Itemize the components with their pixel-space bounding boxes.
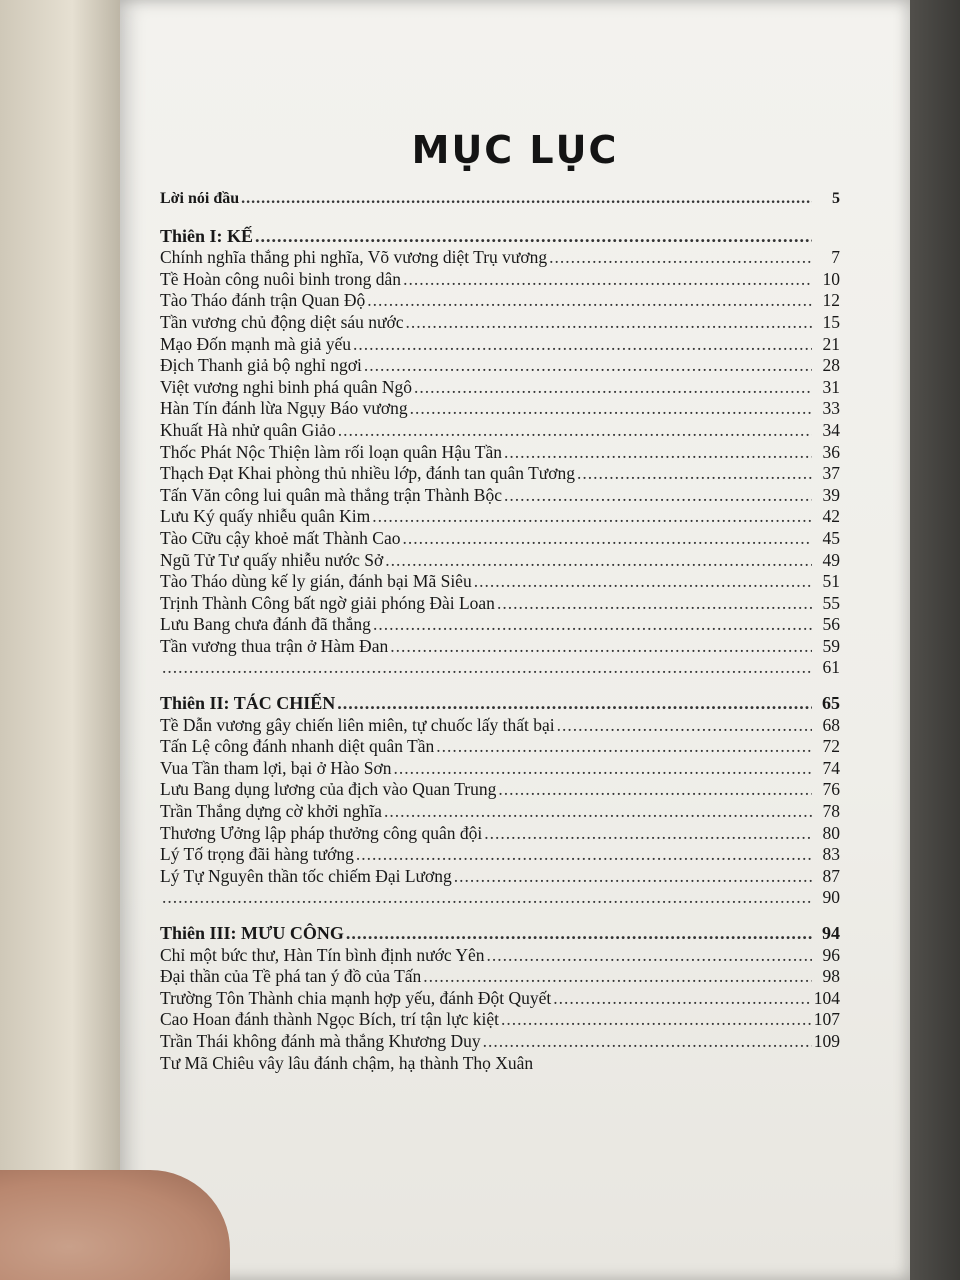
toc-entry-label: Tấn Văn công lui quân mà thắng trận Thành Bộc bbox=[160, 484, 502, 505]
toc-page-number: 21 bbox=[822, 333, 840, 354]
toc-page-number: 34 bbox=[822, 419, 840, 440]
toc-page-number: 10 bbox=[822, 268, 840, 289]
dot-leader bbox=[549, 247, 812, 268]
dot-leader bbox=[394, 758, 813, 779]
toc-page-number: 28 bbox=[822, 355, 840, 376]
dot-leader bbox=[353, 334, 812, 355]
toc-entry-label: Tào Cữu cậy khoẻ mất Thành Cao bbox=[160, 527, 401, 548]
dot-leader bbox=[403, 528, 813, 549]
toc-entry bbox=[160, 593, 840, 615]
toc-entry-label: Lưu Bang chưa đánh đã thắng bbox=[160, 614, 371, 635]
toc-page-number: 59 bbox=[822, 635, 840, 656]
dot-leader bbox=[557, 715, 812, 736]
table-of-contents bbox=[160, 190, 840, 1074]
toc-entry bbox=[160, 614, 840, 636]
toc-entry bbox=[160, 463, 840, 485]
toc-page-number: 80 bbox=[822, 822, 840, 843]
dot-leader bbox=[403, 269, 812, 290]
toc-entry-label: Lưu Ký quấy nhiễu quân Kim bbox=[160, 506, 371, 527]
toc-entry bbox=[160, 866, 840, 888]
toc-entry bbox=[160, 1009, 840, 1031]
page-title: MỤC LỤC bbox=[411, 128, 619, 172]
toc-page-number: 83 bbox=[822, 844, 840, 865]
dot-leader bbox=[436, 736, 812, 757]
toc-entry bbox=[160, 506, 840, 528]
toc-entry-label: Thạch Đạt Khai phòng thủ nhiều lớp, đánh tan quân Tương bbox=[160, 463, 576, 484]
toc-page-number: 37 bbox=[822, 463, 840, 484]
toc-entry bbox=[160, 657, 840, 679]
toc-page-number: 78 bbox=[822, 801, 840, 822]
dot-leader bbox=[390, 636, 812, 657]
toc-entry-label: Lời nói đầu bbox=[160, 190, 240, 207]
toc-entry bbox=[160, 269, 840, 291]
toc-entry-label: Khuất Hà nhử quân Giảo bbox=[160, 419, 336, 440]
toc-entry bbox=[160, 887, 840, 909]
toc-page-number: 7 bbox=[831, 247, 840, 268]
dot-leader bbox=[423, 966, 812, 987]
toc-page-number: 90 bbox=[822, 887, 840, 908]
toc-entry bbox=[160, 1053, 840, 1075]
toc-page-number: 45 bbox=[822, 527, 840, 548]
dot-leader bbox=[337, 693, 812, 714]
dot-leader bbox=[577, 463, 812, 484]
toc-entry-label: Ngũ Tử Tư quấy nhiễu nước Sở bbox=[160, 549, 384, 570]
toc-entry-label: Lý Tự Nguyên thần tốc chiếm Đại Lương bbox=[160, 865, 452, 886]
dot-leader bbox=[162, 887, 812, 908]
dot-leader bbox=[384, 801, 812, 822]
toc-entry bbox=[160, 844, 840, 866]
toc-section-heading bbox=[160, 226, 840, 248]
dot-leader bbox=[338, 420, 812, 441]
toc-entry-label: Tấn Lệ công đánh nhanh diệt quân Tần bbox=[160, 736, 435, 757]
toc-page-number: 15 bbox=[822, 311, 840, 332]
toc-entry bbox=[160, 247, 840, 269]
toc-entry-label: Tư Mã Chiêu vây lâu đánh chậm, hạ thành Thọ Xuân bbox=[160, 1052, 534, 1073]
toc-page-number: 36 bbox=[822, 441, 840, 462]
toc-entry-label: Trần Thắng dựng cờ khởi nghĩa bbox=[160, 801, 382, 822]
toc-entry-label: Hàn Tín đánh lừa Ngụy Báo vương bbox=[160, 398, 408, 419]
dot-leader bbox=[241, 190, 812, 208]
toc-entry-label: Tần vương thua trận ở Hàm Đan bbox=[160, 635, 389, 656]
toc-page-number: 109 bbox=[813, 1030, 840, 1051]
toc-entry bbox=[160, 715, 840, 737]
dot-leader bbox=[474, 571, 812, 592]
dot-leader bbox=[372, 506, 812, 527]
toc-page-number: 31 bbox=[822, 376, 840, 397]
dot-leader bbox=[487, 945, 813, 966]
toc-entry-label: Mạo Đốn mạnh mà giả yếu bbox=[160, 333, 351, 354]
toc-entry bbox=[160, 779, 840, 801]
dot-leader bbox=[406, 312, 812, 333]
toc-entry-label: Đại thần của Tề phá tan ý đồ của Tấn bbox=[160, 966, 422, 987]
toc-entry-label: Lưu Bang dụng lương của địch vào Quan Trung bbox=[160, 779, 497, 800]
toc-page-number: 33 bbox=[822, 398, 840, 419]
toc-entry bbox=[160, 988, 840, 1010]
toc-page-number: 51 bbox=[822, 571, 840, 592]
dot-leader bbox=[162, 657, 812, 678]
toc-page-number: 42 bbox=[822, 506, 840, 527]
dot-leader bbox=[497, 593, 812, 614]
dot-leader bbox=[385, 550, 812, 571]
dot-leader bbox=[410, 398, 812, 419]
toc-page-number: 49 bbox=[822, 549, 840, 570]
book-page bbox=[120, 0, 910, 1280]
toc-entry-label: Thiên I: KẾ bbox=[160, 225, 254, 246]
toc-entry bbox=[160, 190, 840, 212]
toc-entry bbox=[160, 420, 840, 442]
toc-page-number: 94 bbox=[822, 923, 840, 943]
toc-entry-label: Chính nghĩa thắng phi nghĩa, Võ vương diệt Trụ vương bbox=[160, 247, 548, 268]
dot-leader bbox=[483, 1031, 812, 1052]
toc-entry bbox=[160, 966, 840, 988]
toc-entry-label: Địch Thanh giả bộ nghỉ ngơi bbox=[160, 355, 362, 376]
toc-entry-label: Trịnh Thành Công bất ngờ giải phóng Đài Loan bbox=[160, 592, 495, 613]
toc-page-number: 72 bbox=[822, 736, 840, 757]
toc-entry bbox=[160, 1031, 840, 1053]
toc-entry bbox=[160, 571, 840, 593]
toc-page-number: 5 bbox=[832, 190, 840, 207]
toc-entry-label: Vua Tần tham lợi, bại ở Hào Sơn bbox=[160, 757, 392, 778]
toc-entry-label: Tào Tháo dùng kế ly gián, đánh bại Mã Siêu bbox=[160, 571, 472, 592]
toc-entry-label: Việt vương nghi binh phá quân Ngô bbox=[160, 376, 412, 397]
toc-entry bbox=[160, 550, 840, 572]
dot-leader bbox=[255, 226, 812, 247]
dot-leader bbox=[498, 779, 812, 800]
toc-entry bbox=[160, 334, 840, 356]
toc-entry-label: Tần vương chủ động diệt sáu nước bbox=[160, 311, 404, 332]
toc-entry bbox=[160, 945, 840, 967]
toc-page-number: 56 bbox=[822, 614, 840, 635]
dot-leader bbox=[553, 988, 812, 1009]
toc-entry-label: Lý Tố trọng đãi hàng tướng bbox=[160, 844, 354, 865]
thumb bbox=[0, 1170, 230, 1280]
toc-entry bbox=[160, 398, 840, 420]
toc-entry-label: Thốc Phát Nộc Thiện làm rối loạn quân Hậu Tần bbox=[160, 441, 502, 462]
toc-page-number: 12 bbox=[822, 290, 840, 311]
toc-section-heading bbox=[160, 923, 840, 945]
toc-entry-label: Tề Hoàn công nuôi binh trong dân bbox=[160, 268, 402, 289]
dot-leader bbox=[504, 485, 812, 506]
dot-leader bbox=[484, 823, 812, 844]
toc-entry bbox=[160, 290, 840, 312]
toc-page-number: 96 bbox=[822, 944, 840, 965]
toc-entry-label: Thương Ưởng lập pháp thưởng công quân đội bbox=[160, 822, 483, 843]
toc-page-number: 55 bbox=[822, 592, 840, 613]
dot-leader bbox=[501, 1009, 812, 1030]
toc-entry-label: Trần Thái không đánh mà thắng Khương Duy bbox=[160, 1030, 481, 1051]
dot-leader bbox=[504, 442, 812, 463]
toc-page-number: 61 bbox=[822, 657, 840, 678]
toc-page-number: 107 bbox=[813, 1009, 840, 1030]
dot-leader bbox=[356, 844, 812, 865]
toc-entry-label: Thiên III: MƯU CÔNG bbox=[160, 923, 344, 943]
toc-page-number: 39 bbox=[822, 484, 840, 505]
toc-page-number: 74 bbox=[822, 757, 840, 778]
toc-entry-label: Thiên II: TÁC CHIẾN bbox=[160, 693, 336, 714]
toc-page-number: 65 bbox=[822, 693, 840, 714]
toc-entry bbox=[160, 801, 840, 823]
toc-entry-label: Trường Tôn Thành chia mạnh hợp yếu, đánh Đột Quyết bbox=[160, 987, 552, 1008]
toc-page-number: 104 bbox=[813, 987, 840, 1008]
toc-entry bbox=[160, 528, 840, 550]
toc-page-number: 68 bbox=[822, 714, 840, 735]
toc-entry-label: Tề Dẫn vương gây chiến liên miên, tự chuốc lấy thất bại bbox=[160, 714, 555, 735]
dot-leader bbox=[373, 614, 812, 635]
dot-leader bbox=[454, 866, 812, 887]
toc-entry bbox=[160, 485, 840, 507]
toc-entry bbox=[160, 442, 840, 464]
toc-entry bbox=[160, 758, 840, 780]
toc-page-number: 87 bbox=[822, 865, 840, 886]
dot-leader bbox=[346, 923, 812, 944]
toc-page-number: 76 bbox=[822, 779, 840, 800]
toc-entry bbox=[160, 736, 840, 758]
toc-entry bbox=[160, 312, 840, 334]
toc-entry bbox=[160, 823, 840, 845]
toc-entry-label: Cao Hoan đánh thành Ngọc Bích, trí tận lực kiệt bbox=[160, 1009, 499, 1030]
dot-leader bbox=[367, 290, 812, 311]
dot-leader bbox=[414, 377, 812, 398]
adjacent-page-edge bbox=[0, 0, 120, 1280]
toc-entry-label: Tào Tháo đánh trận Quan Độ bbox=[160, 290, 366, 311]
dot-leader bbox=[364, 355, 812, 376]
toc-entry bbox=[160, 355, 840, 377]
toc-entry bbox=[160, 377, 840, 399]
toc-section-heading bbox=[160, 693, 840, 715]
toc-entry-label: Chỉ một bức thư, Hàn Tín bình định nước Yên bbox=[160, 944, 485, 965]
toc-entry bbox=[160, 636, 840, 658]
toc-page-number: 98 bbox=[822, 966, 840, 987]
